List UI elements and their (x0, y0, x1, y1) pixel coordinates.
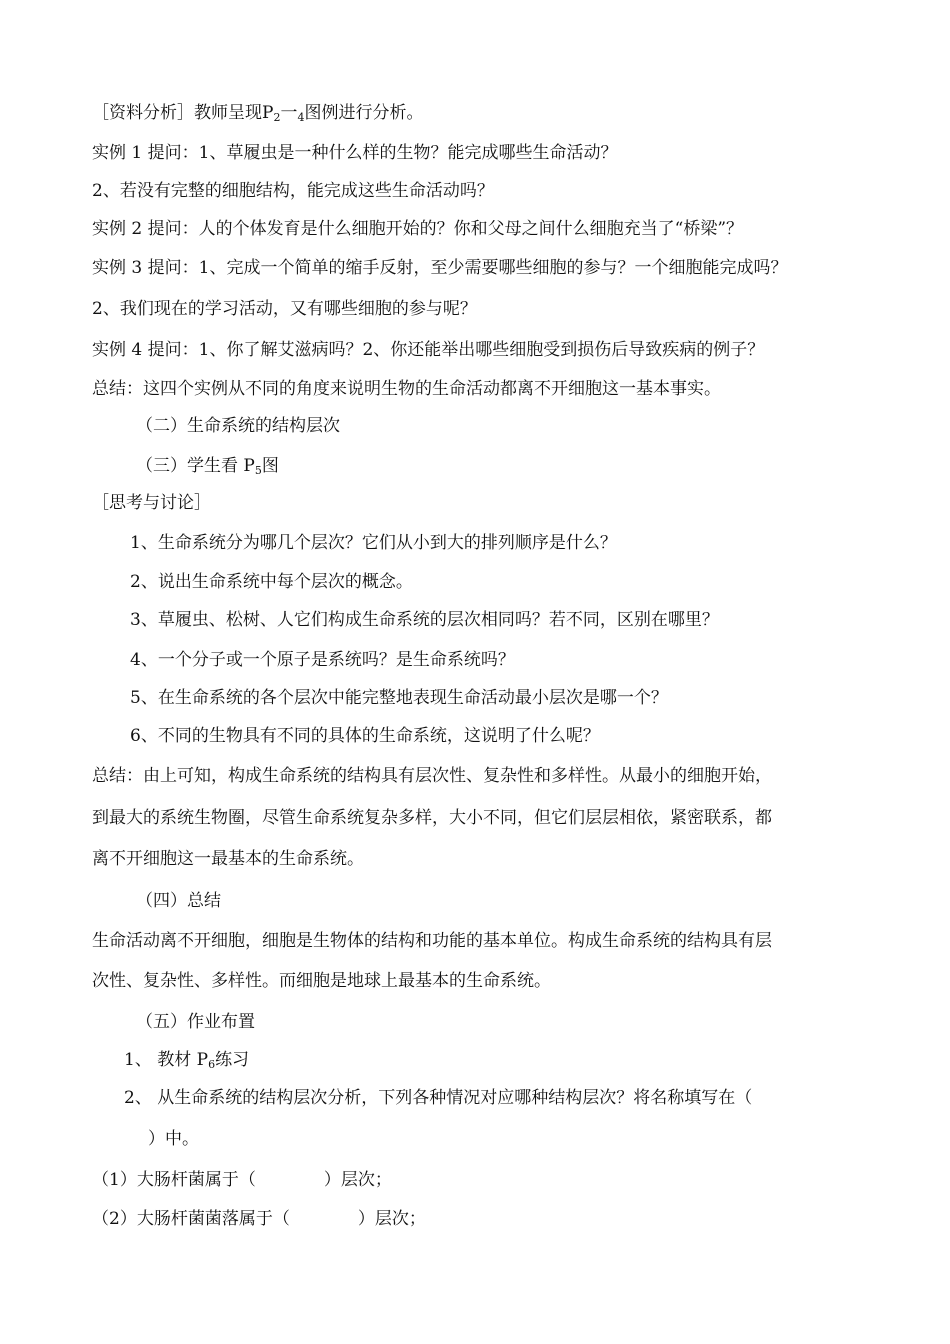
section-heading: （五）作业布置 (136, 1012, 255, 1032)
paragraph-line: 生命活动离不开细胞，细胞是生物体的结构和功能的基本单位。构成生命系统的结构具有层 (92, 931, 772, 951)
discussion-heading: ［思考与讨论］ (92, 493, 211, 513)
text-line: 实例 1 提问：1、草履虫是一种什么样的生物？能完成哪些生命活动？ (92, 143, 618, 163)
section-heading: （二）生命系统的结构层次 (136, 416, 340, 436)
paragraph-line: 次性、复杂性、多样性。而细胞是地球上最基本的生命系统。 (92, 971, 551, 991)
summary-line: 总结：这四个实例从不同的角度来说明生物的生命活动都离不开细胞这一基本事实。 (92, 379, 721, 399)
section-heading: （四）总结 (136, 891, 221, 911)
text-line: 实例 3 提问：1、完成一个简单的缩手反射，至少需要哪些细胞的参与？一个细胞能完成吗？ (92, 258, 788, 278)
list-item: 2、说出生命系统中每个层次的概念。 (130, 572, 413, 592)
list-item: 3、草履虫、松树、人它们构成生命系统的层次相同吗？若不同，区别在哪里？ (130, 610, 719, 630)
fill-blank-item: （2）大肠杆菌菌落属于（ ）层次； (92, 1209, 426, 1229)
fill-blank-item: （1）大肠杆菌属于（ ）层次； (92, 1170, 392, 1190)
text-line: 2、我们现在的学习活动，又有哪些细胞的参与呢？ (92, 299, 477, 319)
homework-item: 2、 从生命系统的结构层次分析，下列各种情况对应哪种结构层次？将名称填写在（ (124, 1088, 753, 1108)
text-line: 实例 2 提问：人的个体发育是什么细胞开始的？你和父母之间什么细胞充当了“桥梁”？ (92, 219, 744, 239)
text-line: 2、若没有完整的细胞结构，能完成这些生命活动吗？ (92, 181, 494, 201)
homework-item-continuation: ）中。 (148, 1129, 199, 1149)
list-item: 1、生命系统分为哪几个层次？它们从小到大的排列顺序是什么？ (130, 533, 617, 553)
summary-line: 离不开细胞这一最基本的生命系统。 (92, 849, 364, 869)
text-line: 实例 4 提问：1、你了解艾滋病吗？2、你还能举出哪些细胞受到损伤后导致疾病的例子？ (92, 340, 765, 360)
list-item: 4、一个分子或一个原子是系统吗？是生命系统吗？ (130, 650, 515, 670)
summary-line: 到最大的系统生物圈，尽管生命系统复杂多样，大小不同，但它们层层相依，紧密联系，都 (92, 808, 772, 828)
list-item: 6、不同的生物具有不同的具体的生命系统，这说明了什么呢？ (130, 726, 600, 746)
section-heading: （三）学生看 $P_5$图 (136, 456, 279, 477)
list-item: 5、在生命系统的各个层次中能完整地表现生命活动最小层次是哪一个？ (130, 688, 668, 708)
text-line: ［资料分析］教师呈现$P_2$一$_4$图例进行分析。 (92, 103, 424, 124)
homework-item: 1、 教材 $P_6$练习 (124, 1050, 250, 1071)
summary-line: 总结：由上可知，构成生命系统的结构具有层次性、复杂性和多样性。从最小的细胞开始， (92, 766, 772, 786)
